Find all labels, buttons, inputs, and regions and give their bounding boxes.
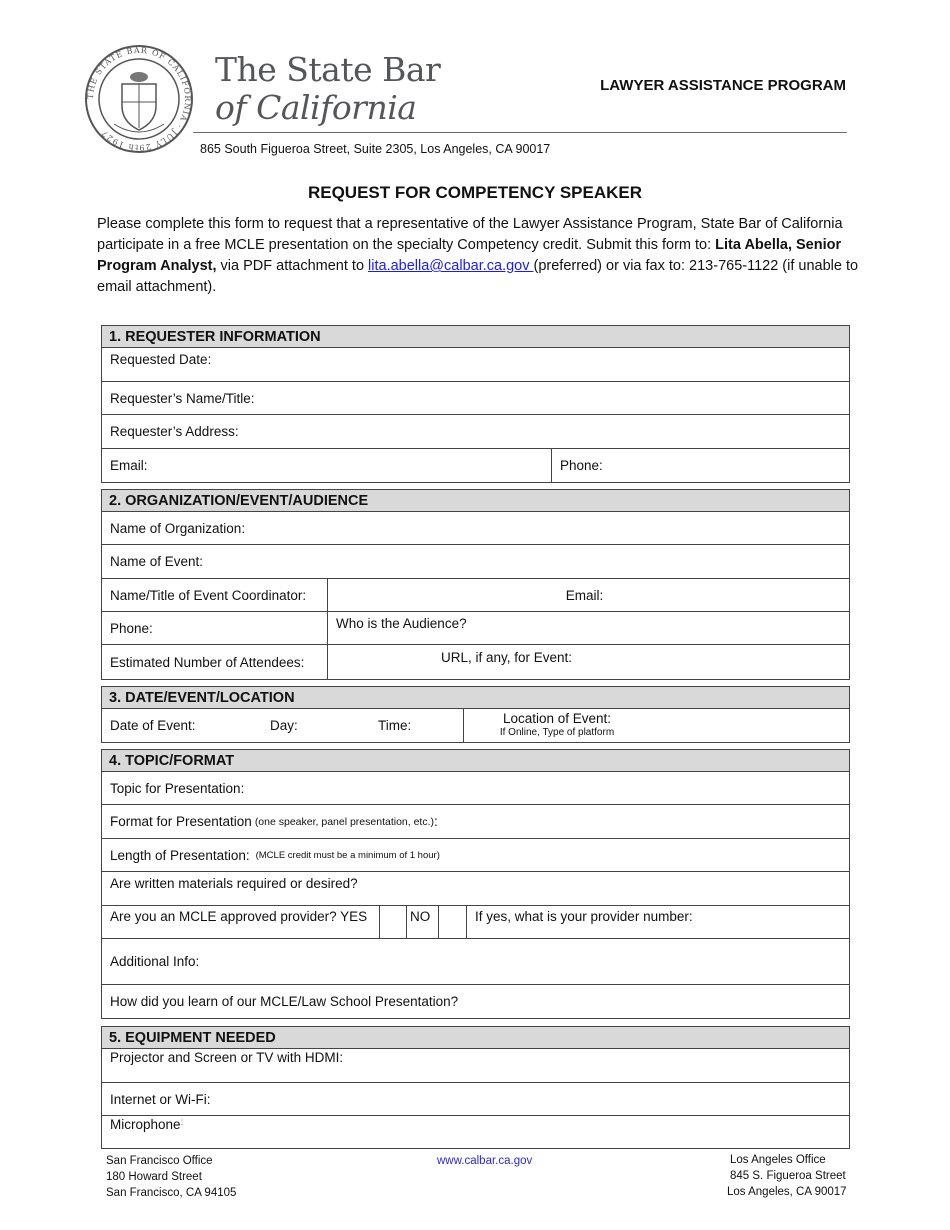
coordinator-email-label: Email: [565,587,604,603]
coordinator-phone-label: Phone: [110,620,153,636]
footer-sf-line: 180 Howard Street [106,1171,202,1183]
microphone-field[interactable] [102,1116,849,1148]
footer-la-line: 845 S. Figueroa Street [730,1170,846,1182]
section-organization-event-audience [101,489,850,680]
event-day-label: Day: [270,718,298,733]
topic-label: Topic for Presentation: [110,780,245,796]
section-requester-information [101,325,850,483]
contact-email-link[interactable]: lita.abella@calbar.ca.gov [368,258,534,274]
requester-email-field[interactable] [102,449,552,482]
footer-la-line: Los Angeles Office [730,1154,826,1166]
requester-email-label: Email: [110,458,148,473]
length-field[interactable] [102,839,849,872]
event-name-field[interactable] [102,545,849,579]
coordinator-label: Name/Title of Event Coordinator: [110,587,307,603]
coordinator-email-field[interactable] [328,579,849,611]
intro-paragraph [97,214,867,298]
brand-name-line1: The State Bar [215,50,441,89]
form-title: REQUEST FOR COMPETENCY SPEAKER [307,183,643,202]
requester-phone-field[interactable] [552,449,849,482]
microphone-colon: : [180,1117,184,1128]
footer-la-office [727,1152,847,1200]
projector-label: Projector and Screen or TV with HDMI: [110,1050,344,1065]
state-bar-seal [84,44,194,154]
section-4-title: 4. TOPIC/FORMAT [102,750,849,772]
event-url-label: URL, if any, for Event: [441,650,573,665]
intro-text-3: (preferred) or via fax to: 213-765-1122 (if unable to email attachment). [97,258,859,295]
mcle-yes-checkbox[interactable] [380,906,407,938]
format-field[interactable] [102,805,849,839]
intro-text-1: Please complete this form to request that a representative of the Lawyer Assistance Program, State Bar of California participate in a free MCLE presentation on the specialty Competency credit. Submit this form to: [97,216,843,253]
learn-of-presentation-field[interactable] [102,985,849,1018]
audience-field[interactable] [328,612,849,644]
program-title: LAWYER ASSISTANCE PROGRAM [600,77,846,94]
section-topic-format [101,749,850,1019]
format-label: Format for Presentation [110,814,252,829]
coordinator-phone-field[interactable] [102,612,328,644]
requester-address-field[interactable] [102,415,849,449]
organization-name-label: Name of Organization: [110,520,246,536]
attendees-field[interactable] [102,645,328,679]
mcle-provider-question: Are you an MCLE approved provider? YES [102,906,380,938]
format-label-group [102,805,446,838]
additional-info-label: Additional Info: [110,954,200,969]
section-2-title: 2. ORGANIZATION/EVENT/AUDIENCE [102,490,849,512]
additional-info-field[interactable] [102,939,849,985]
event-url-field[interactable] [328,645,849,679]
event-location-field[interactable] [464,709,650,742]
internet-field[interactable] [102,1083,849,1116]
section-date-event-location [101,686,850,743]
event-location-sublabel: If Online, Type of platform [499,726,615,738]
svg-text:THE STATE BAR OF CALIFORNIA ·: THE STATE BAR OF CALIFORNIA · JULY 29th 1927 [85,45,193,153]
organization-name-field[interactable] [102,512,849,545]
mcle-no-label: NO [407,906,439,938]
internet-label: Internet or Wi-Fi: [110,1091,211,1107]
event-location-label: Location of Event: [502,710,612,726]
attendees-label: Estimated Number of Attendees: [110,654,305,670]
event-name-label: Name of Event: [110,554,204,569]
requester-phone-label: Phone: [560,458,603,473]
event-date-label: Date of Event: [110,718,196,733]
section-1-title: 1. REQUESTER INFORMATION [102,326,849,348]
footer-website-link[interactable]: www.calbar.ca.gov [437,1155,533,1167]
format-note: (one speaker, panel presentation, etc.) [254,815,435,828]
event-time-label: Time: [378,718,412,733]
brand-name-line2: of California [215,88,417,127]
contact-name: Lita Abella, Senior Program Analyst, [97,237,842,274]
requester-name-field[interactable] [102,382,849,415]
provider-number-label: If yes, what is your provider number: [475,909,693,924]
requested-date-field[interactable] [102,348,849,382]
length-note: (MCLE credit must be a minimum of 1 hour) [255,849,440,861]
event-datetime-field[interactable] [102,709,464,742]
footer-sf-line: San Francisco, CA 94105 [106,1187,237,1199]
mcle-no-checkbox[interactable] [439,906,467,938]
microphone-label: Microphone [110,1117,181,1132]
requested-date-label: Requested Date: [110,352,212,367]
header-divider [193,132,847,133]
section-3-title: 3. DATE/EVENT/LOCATION [102,687,849,709]
topic-field[interactable] [102,772,849,805]
audience-label: Who is the Audience? [336,616,467,631]
length-label: Length of Presentation: [110,847,250,863]
footer-sf-office [106,1153,236,1201]
section-equipment-needed [101,1026,850,1149]
coordinator-field[interactable] [102,579,328,611]
section-5-title: 5. EQUIPMENT NEEDED [102,1027,849,1049]
materials-field[interactable] [102,872,849,906]
provider-number-field[interactable] [467,906,849,938]
header-address: 865 South Figueroa Street, Suite 2305, Los Angeles, CA 90017 [200,142,551,156]
microphone-label-group [102,1116,191,1148]
requester-address-label: Requester’s Address: [110,424,239,439]
format-colon: : [434,814,438,829]
intro-text-2: via PDF attachment to [216,258,369,274]
length-label-group [102,839,448,871]
requester-name-label: Requester’s Name/Title: [110,390,255,406]
footer-sf-line: San Francisco Office [106,1155,213,1167]
projector-field[interactable] [102,1049,849,1083]
learn-of-presentation-label: How did you learn of our MCLE/Law School Presentation? [110,994,459,1009]
materials-label: Are written materials required or desired? [110,876,358,891]
footer-la-line: Los Angeles, CA 90017 [727,1186,847,1198]
